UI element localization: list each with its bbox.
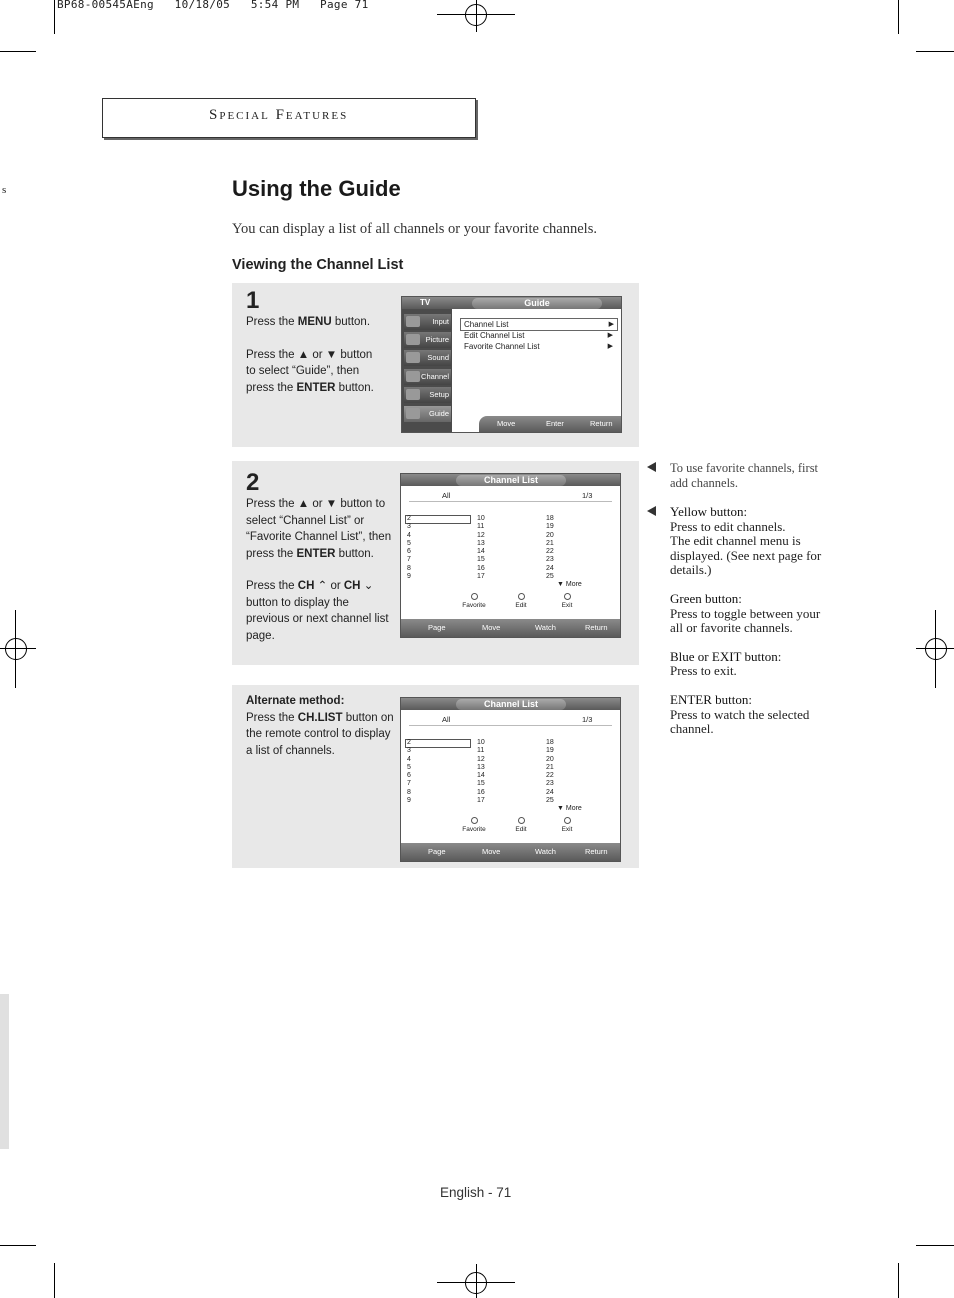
setup-icon bbox=[406, 389, 420, 400]
channel-list-screen bbox=[400, 473, 621, 638]
channel-number: 11 bbox=[477, 747, 485, 755]
channel-number: 7 bbox=[407, 556, 411, 564]
channel-number: 8 bbox=[407, 788, 411, 796]
channel-number: 19 bbox=[546, 747, 554, 755]
list-mode-label: All bbox=[442, 491, 451, 500]
channel-column-2 bbox=[477, 515, 485, 581]
channel-number: 21 bbox=[546, 539, 554, 547]
channel-number: 2 bbox=[407, 515, 411, 522]
section-header-box bbox=[102, 98, 476, 138]
screen-title: Guide bbox=[472, 298, 602, 309]
channel-number: 11 bbox=[477, 523, 485, 531]
channel-number: 17 bbox=[477, 573, 485, 581]
channel-number: 5 bbox=[407, 763, 411, 771]
crop-mark bbox=[898, 1263, 899, 1298]
channel-number: 2 bbox=[407, 739, 411, 746]
sidebar-item-picture: Picture bbox=[404, 332, 451, 348]
sidebar-item-channel: Channel bbox=[404, 369, 451, 385]
footer-return: Return bbox=[585, 847, 608, 856]
channel-number: 15 bbox=[477, 556, 485, 564]
channel-column-1 bbox=[407, 515, 411, 581]
circle-icon bbox=[518, 593, 525, 600]
color-button-exit: Exit bbox=[552, 593, 582, 609]
crop-mark bbox=[916, 1245, 954, 1246]
registration-mark bbox=[476, 1264, 477, 1298]
channel-number: 17 bbox=[477, 797, 485, 805]
color-button-edit: Edit bbox=[506, 593, 536, 609]
step-number: 1 bbox=[246, 287, 260, 314]
footer-page: Page bbox=[428, 847, 446, 856]
footer-page: Page bbox=[428, 623, 446, 632]
channel-number: 10 bbox=[477, 515, 485, 522]
step-1-panel bbox=[232, 283, 639, 447]
channel-number: 3 bbox=[407, 523, 411, 531]
sidebar-item-input: Input bbox=[404, 314, 451, 330]
channel-column-2 bbox=[477, 739, 485, 805]
guide-icon bbox=[406, 408, 420, 419]
circle-icon bbox=[564, 593, 571, 600]
crop-mark bbox=[54, 0, 55, 34]
channel-number: 22 bbox=[546, 772, 554, 780]
circle-icon bbox=[518, 817, 525, 824]
circle-icon bbox=[471, 593, 478, 600]
screen-footer-bar bbox=[479, 416, 621, 432]
picture-icon bbox=[406, 334, 420, 345]
screen-title: Channel List bbox=[456, 475, 566, 486]
list-mode-label: All bbox=[442, 715, 451, 724]
sidebar-item-setup: Setup bbox=[404, 387, 451, 403]
note-buttons: Yellow button: Press to edit channels. The edit channel menu is displayed. (See next page for details.) Green button: Press to toggle between your all or favorite channels. Blue or EXIT button: Press to exit. ENTER button: Press to watch the selected channel. bbox=[670, 504, 822, 737]
footer-move: Move bbox=[482, 623, 501, 632]
color-button-favorite: Favorite bbox=[459, 817, 489, 833]
channel-number: 25 bbox=[546, 573, 554, 581]
registration-mark bbox=[0, 648, 36, 649]
channel-number: 22 bbox=[546, 548, 554, 556]
screen-header-bar bbox=[402, 297, 621, 309]
channel-number: 19 bbox=[546, 523, 554, 531]
channel-number: 12 bbox=[477, 531, 485, 539]
note-favorite: To use favorite channels, first add channels. bbox=[670, 461, 819, 490]
channel-column-3 bbox=[546, 515, 554, 581]
channel-number: 9 bbox=[407, 573, 411, 581]
guide-menu-screen: TV Guide Input Picture Sound Channel Setup Guide Channel List ▶ Edit Channel List ▶ Favorite Channel List ▶ Move Enter Return bbox=[401, 296, 622, 433]
channel-number: 8 bbox=[407, 564, 411, 572]
channel-number: 7 bbox=[407, 780, 411, 788]
channel-number: 23 bbox=[546, 556, 554, 564]
crop-mark bbox=[916, 51, 954, 52]
crop-mark bbox=[898, 0, 899, 34]
tv-label: TV bbox=[420, 298, 431, 307]
color-button-exit: Exit bbox=[552, 817, 582, 833]
more-indicator: ▼ More bbox=[557, 805, 582, 812]
selected-row-highlight bbox=[405, 515, 471, 524]
channel-number: 4 bbox=[407, 755, 411, 763]
channel-number: 20 bbox=[546, 531, 554, 539]
channel-number: 15 bbox=[477, 780, 485, 788]
note-arrow-icon bbox=[647, 462, 656, 472]
circle-icon bbox=[471, 817, 478, 824]
footer-watch: Watch bbox=[535, 623, 556, 632]
channel-number: 6 bbox=[407, 772, 411, 780]
note-arrow-icon bbox=[647, 506, 656, 516]
channel-number: 10 bbox=[477, 739, 485, 746]
channel-number: 5 bbox=[407, 539, 411, 547]
channel-number: 9 bbox=[407, 797, 411, 805]
footer-enter: Enter bbox=[546, 419, 564, 428]
channel-number: 14 bbox=[477, 772, 485, 780]
channel-number: 16 bbox=[477, 788, 485, 796]
registration-mark bbox=[476, 0, 477, 32]
footer-return: Return bbox=[590, 419, 613, 428]
channel-number: 18 bbox=[546, 515, 554, 522]
subheading: Viewing the Channel List bbox=[232, 257, 404, 273]
channel-number: 6 bbox=[407, 548, 411, 556]
channel-number: 3 bbox=[407, 747, 411, 755]
channel-number: 4 bbox=[407, 531, 411, 539]
channel-number: 12 bbox=[477, 755, 485, 763]
chevron-down-icon: ⌄ bbox=[363, 580, 374, 592]
circle-icon bbox=[564, 817, 571, 824]
alternate-text: Alternate method: Press the CH.LIST button on the remote control to display a list of channels. bbox=[246, 695, 394, 757]
margin-mark: s bbox=[2, 184, 7, 196]
more-indicator: ▼ More bbox=[557, 581, 582, 588]
header-divider bbox=[409, 725, 612, 726]
input-icon bbox=[406, 316, 420, 327]
page-indicator: 1/3 bbox=[582, 491, 593, 500]
channel-icon bbox=[406, 371, 420, 382]
crop-mark bbox=[54, 1263, 55, 1298]
channel-column-1 bbox=[407, 739, 411, 805]
channel-number: 20 bbox=[546, 755, 554, 763]
channel-number: 23 bbox=[546, 780, 554, 788]
alternate-method-panel bbox=[232, 685, 639, 868]
channel-number: 13 bbox=[477, 763, 485, 771]
crop-mark bbox=[0, 1245, 36, 1246]
screen-footer-bar bbox=[401, 619, 620, 637]
channel-number: 18 bbox=[546, 739, 554, 746]
step-2-panel bbox=[232, 461, 639, 665]
color-button-edit: Edit bbox=[506, 817, 536, 833]
sidebar-item-sound: Sound bbox=[404, 350, 451, 366]
footer-move: Move bbox=[497, 419, 516, 428]
section-title: Special Features bbox=[209, 107, 349, 123]
channel-number: 21 bbox=[546, 763, 554, 771]
footer-return: Return bbox=[585, 623, 608, 632]
footer-watch: Watch bbox=[535, 847, 556, 856]
channel-number: 24 bbox=[546, 788, 554, 796]
header-divider bbox=[409, 501, 612, 502]
menu-item-channel-list: Channel List ▶ bbox=[460, 318, 618, 331]
registration-mark bbox=[5, 638, 27, 660]
sound-icon bbox=[406, 352, 420, 363]
margin-shade bbox=[0, 994, 9, 1149]
footer-move: Move bbox=[482, 847, 501, 856]
intro-text: You can display a list of all channels or your favorite channels. bbox=[232, 221, 597, 237]
registration-mark bbox=[925, 638, 947, 660]
screen-header-bar bbox=[401, 474, 620, 486]
channel-column-3 bbox=[546, 739, 554, 805]
channel-number: 25 bbox=[546, 797, 554, 805]
step-2-text: Press the ▲ or ▼ button to select “Channel List” or “Favorite Channel List”, then press the ENTER button. Press the CH ⌃ or CH ⌄ button to display the previous or next channel list page. bbox=[246, 498, 392, 642]
print-header: BP68-00545AEng 10/18/05 5:54 PM Page 71 bbox=[57, 0, 369, 11]
channel-number: 24 bbox=[546, 564, 554, 572]
screen-header-bar bbox=[401, 698, 620, 710]
menu-sidebar bbox=[402, 309, 452, 432]
screen-title: Channel List bbox=[456, 699, 566, 710]
step-number: 2 bbox=[246, 469, 260, 496]
channel-number: 13 bbox=[477, 539, 485, 547]
page-footer: English - 71 bbox=[440, 1185, 512, 1200]
page-title: Using the Guide bbox=[232, 176, 401, 201]
channel-number: 16 bbox=[477, 564, 485, 572]
channel-number: 14 bbox=[477, 548, 485, 556]
chevron-up-icon: ⌃ bbox=[317, 580, 328, 592]
step-1-text: Press the MENU button. Press the ▲ or ▼ button to select “Guide”, then press the ENTER button. bbox=[246, 316, 374, 394]
color-button-favorite: Favorite bbox=[459, 593, 489, 609]
channel-list-screen bbox=[400, 697, 621, 862]
page-indicator: 1/3 bbox=[582, 715, 593, 724]
registration-mark bbox=[15, 610, 16, 688]
screen-footer-bar bbox=[401, 843, 620, 861]
crop-mark bbox=[0, 51, 36, 52]
registration-mark bbox=[935, 610, 936, 688]
selected-row-highlight bbox=[405, 739, 471, 748]
sidebar-item-guide: Guide bbox=[404, 406, 451, 422]
